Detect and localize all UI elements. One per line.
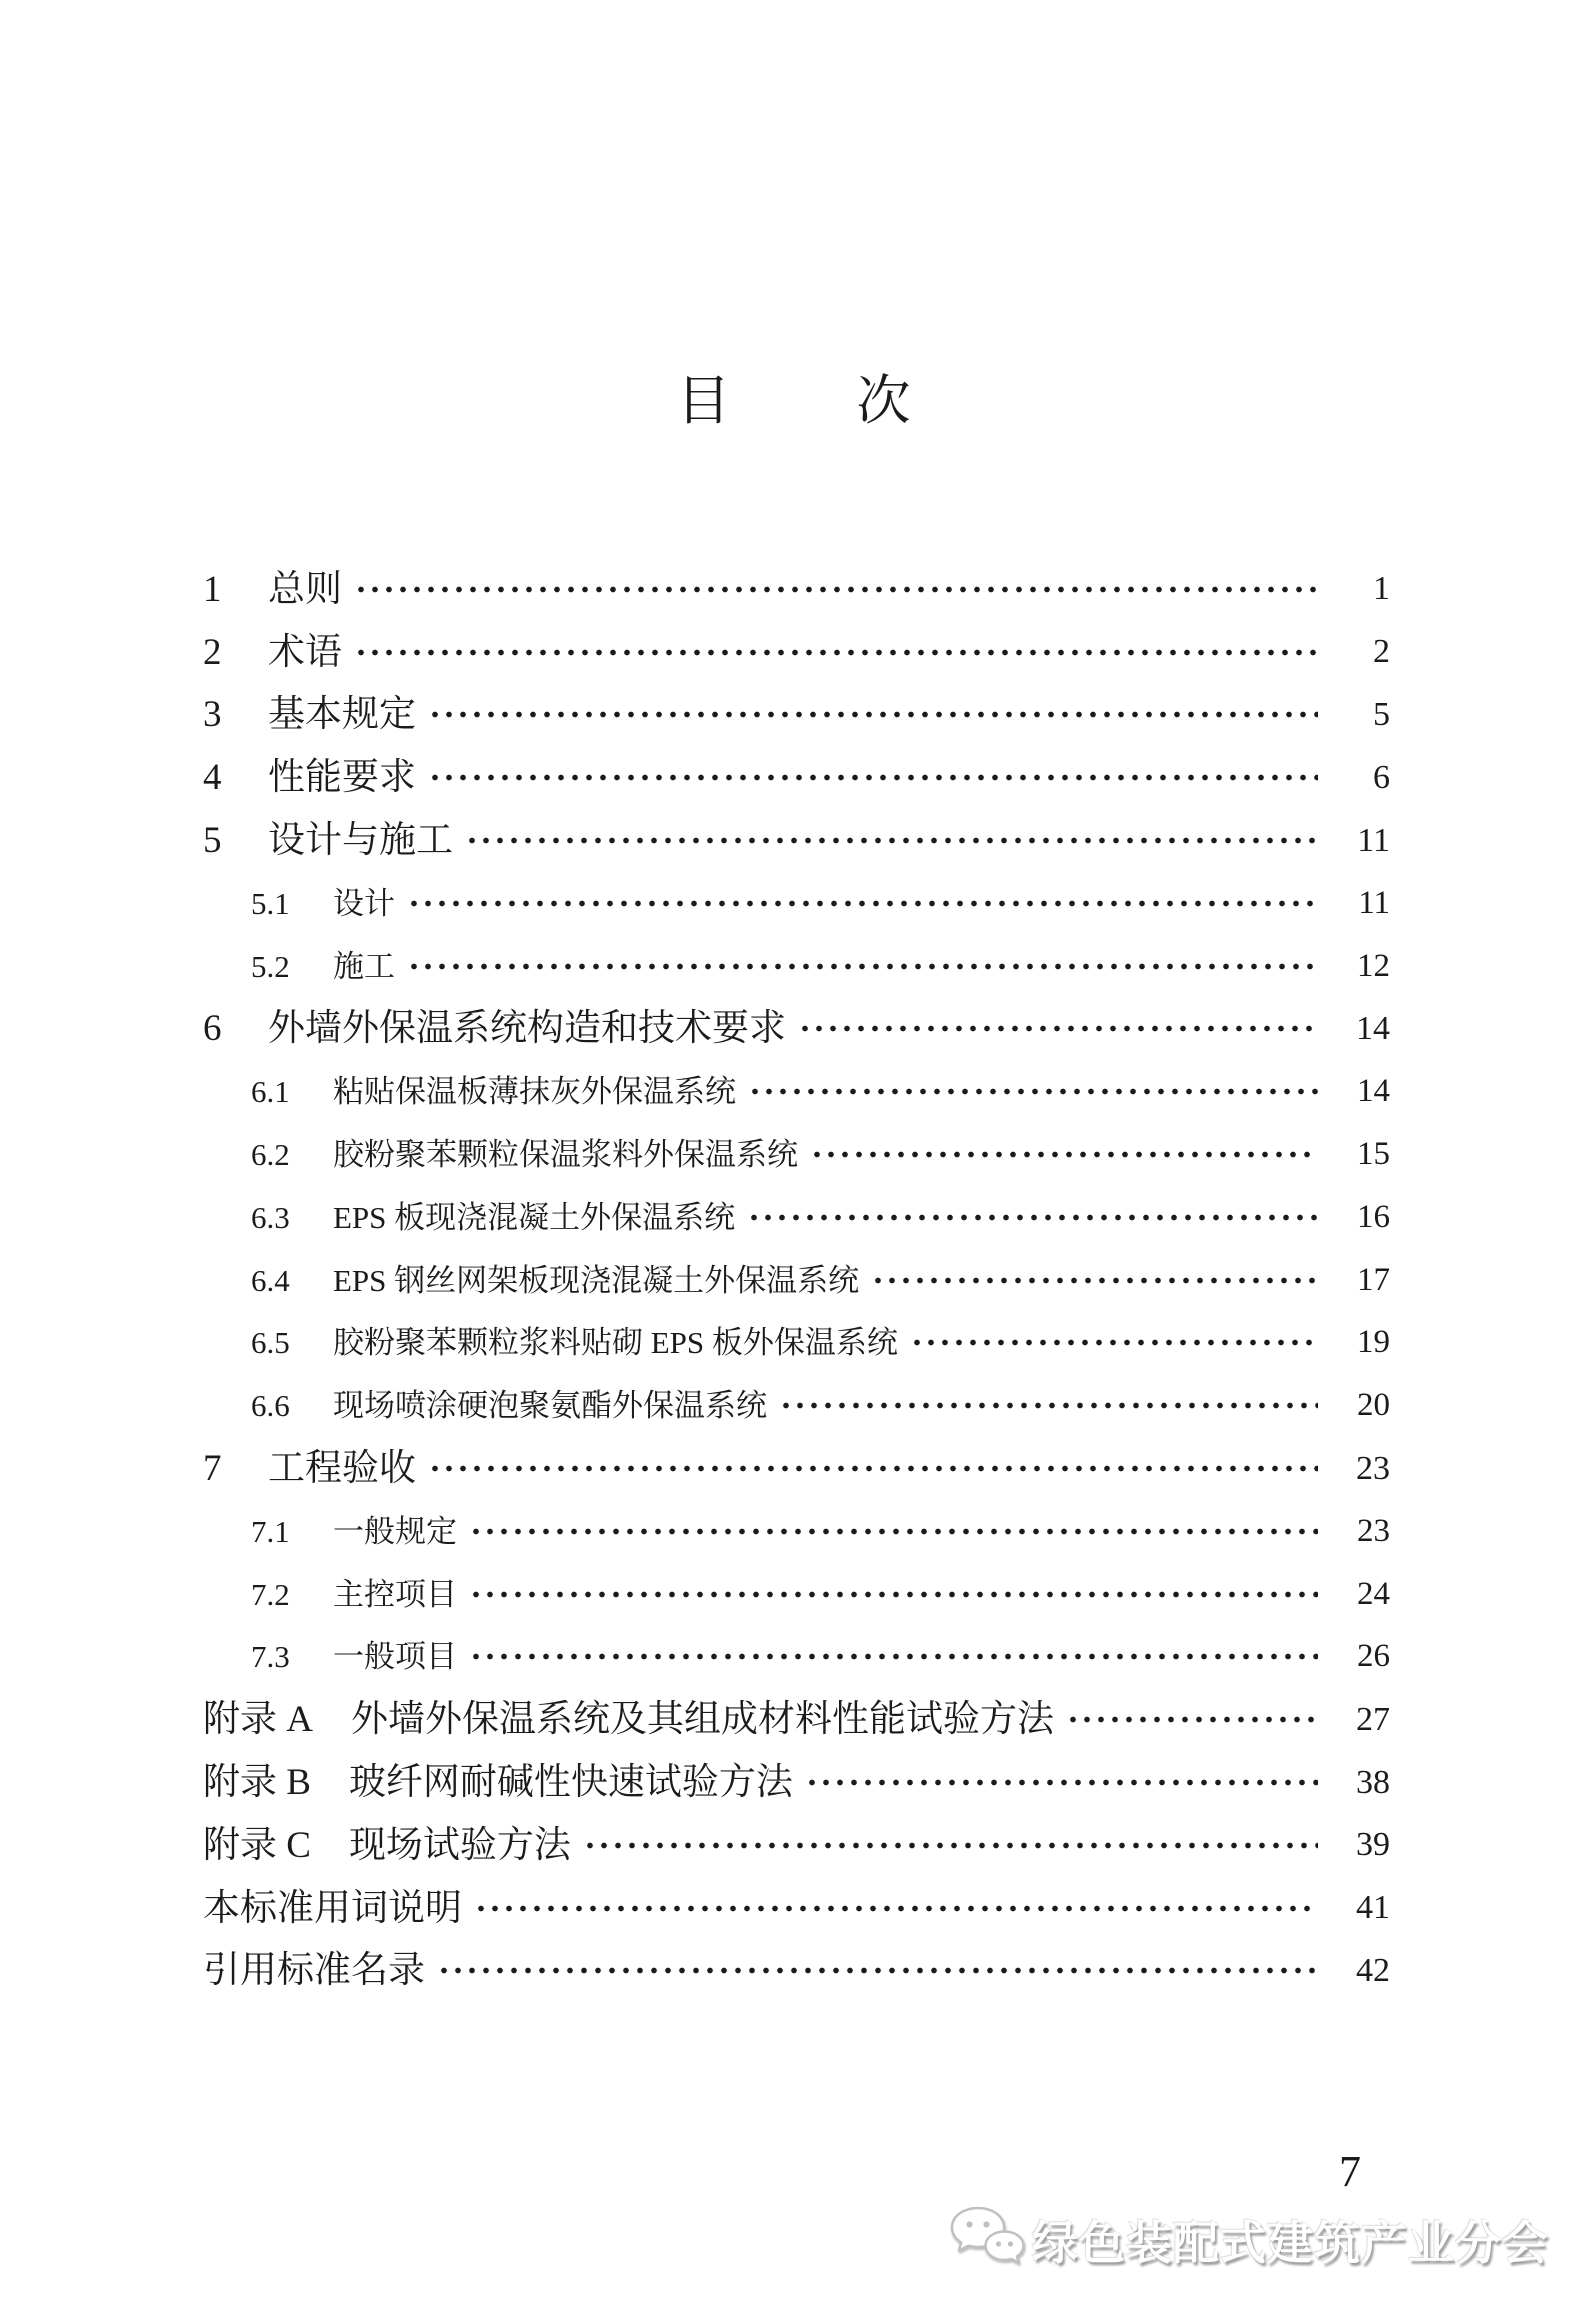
toc-entry-number: 附录 C <box>203 1824 311 1866</box>
toc-entry-page: 38 <box>1356 1763 1390 1801</box>
toc-entry-page: 14 <box>1356 1009 1390 1047</box>
dot-leader <box>748 1073 1318 1110</box>
dot-leader <box>428 696 1318 733</box>
toc-entry-label: 主控项目 <box>333 1576 457 1612</box>
dot-leader <box>407 948 1318 985</box>
toc-row <box>203 1312 1390 1375</box>
toc-entry-number: 6.2 <box>251 1137 290 1173</box>
toc-row <box>203 1751 1390 1814</box>
toc-entry-label: 设计与施工 <box>268 820 453 862</box>
toc-row <box>203 1877 1390 1940</box>
dot-leader <box>1066 1701 1318 1738</box>
toc-entry-label: 外墙外保温系统构造和技术要求 <box>268 1008 786 1050</box>
watermark-text: 绿色装配式建筑产业分会 <box>1032 2216 1549 2269</box>
footer-watermark <box>948 2204 1549 2275</box>
toc-row <box>203 935 1390 998</box>
toc-entry-label: 总则 <box>268 568 342 610</box>
page-title-char-2: 次 <box>856 371 911 431</box>
toc-row <box>203 1374 1390 1437</box>
toc-row <box>203 998 1390 1061</box>
toc-entry-number: 7.2 <box>251 1576 290 1612</box>
toc-row <box>203 1186 1390 1249</box>
toc-entry-label: 胶粉聚苯颗粒保温浆料外保温系统 <box>333 1137 798 1173</box>
toc-entry-label: 设计 <box>333 885 395 921</box>
dot-leader <box>465 822 1318 859</box>
toc-entry-label: 外墙外保温系统及其组成材料性能试验方法 <box>350 1699 1054 1741</box>
toc-entry-number: 附录 B <box>203 1762 311 1804</box>
wechat-bubbles-icon <box>948 2204 1026 2275</box>
toc-row <box>203 809 1390 872</box>
toc-entry-label: 一般规定 <box>333 1513 457 1549</box>
toc-row <box>203 1123 1390 1186</box>
dot-leader <box>810 1136 1318 1173</box>
toc-entry-number: 附录 A <box>203 1699 313 1741</box>
toc-entry-label: EPS 板现浇混凝土外保温系统 <box>333 1199 736 1235</box>
toc-entry-page: 19 <box>1357 1324 1390 1361</box>
dot-leader <box>583 1827 1318 1864</box>
toc-entry-label: 术语 <box>268 631 342 673</box>
dot-leader <box>798 1010 1318 1047</box>
toc-row <box>203 746 1390 809</box>
toc-entry-page: 11 <box>1357 821 1390 859</box>
toc-row <box>203 684 1390 747</box>
toc-entry-page: 23 <box>1357 1512 1390 1549</box>
toc-row <box>203 1688 1390 1751</box>
toc-entry-page: 5 <box>1373 695 1390 733</box>
dot-leader <box>428 1450 1318 1487</box>
dot-leader <box>428 759 1318 796</box>
toc-entry-label: 工程验收 <box>268 1448 416 1490</box>
toc-entry-label: 施工 <box>333 948 395 984</box>
toc-entry-page: 24 <box>1357 1575 1390 1612</box>
dot-leader <box>910 1324 1318 1361</box>
dot-leader <box>779 1387 1318 1424</box>
toc-entry-number: 6.1 <box>251 1074 290 1110</box>
dot-leader <box>871 1262 1318 1299</box>
toc-entry-label: 性能要求 <box>268 757 416 799</box>
dot-leader <box>474 1890 1318 1927</box>
toc-entry-label: 基本规定 <box>268 694 416 736</box>
toc-row <box>203 1249 1390 1312</box>
toc-entry-label: 引用标准名录 <box>203 1950 425 1992</box>
toc-entry-page: 6 <box>1373 758 1390 796</box>
dot-leader <box>354 634 1318 671</box>
toc-row <box>203 1940 1390 2003</box>
toc-entry-number: 1 <box>203 568 222 610</box>
dot-leader <box>437 1952 1318 1989</box>
toc-entry-page: 15 <box>1357 1136 1390 1173</box>
toc-entry-page: 26 <box>1357 1638 1390 1675</box>
toc-entry-page: 11 <box>1358 884 1390 921</box>
toc-entry-label: 本标准用词说明 <box>203 1887 462 1929</box>
toc-entry-number: 6 <box>203 1008 222 1050</box>
toc-entry-number: 4 <box>203 757 222 799</box>
toc-entry-label: 玻纤网耐碱性快速试验方法 <box>348 1762 793 1804</box>
dot-leader <box>805 1764 1318 1801</box>
toc-row <box>203 872 1390 935</box>
toc-entry-number: 3 <box>203 694 222 736</box>
toc-entry-label: 粘贴保温板薄抹灰外保温系统 <box>333 1074 736 1110</box>
toc-entry-number: 7 <box>203 1448 222 1490</box>
table-of-contents <box>203 558 1390 2002</box>
toc-entry-number: 6.4 <box>251 1262 290 1298</box>
toc-row <box>203 1563 1390 1626</box>
dot-leader <box>747 1199 1318 1236</box>
toc-entry-label: 一般项目 <box>333 1639 457 1675</box>
toc-entry-number: 7.1 <box>251 1513 290 1549</box>
dot-leader <box>469 1513 1318 1550</box>
toc-row <box>203 1437 1390 1500</box>
toc-entry-page: 20 <box>1357 1387 1390 1424</box>
toc-entry-page: 27 <box>1356 1700 1390 1738</box>
toc-entry-page: 23 <box>1356 1449 1390 1487</box>
toc-entry-number: 7.3 <box>251 1639 290 1675</box>
dot-leader <box>407 885 1318 922</box>
folio-page-number: 7 <box>1339 2147 1361 2196</box>
toc-entry-page: 41 <box>1356 1889 1390 1927</box>
toc-row <box>203 1626 1390 1689</box>
toc-entry-label: 胶粉聚苯颗粒浆料贴砌 EPS 板外保温系统 <box>333 1325 898 1361</box>
dot-leader <box>469 1638 1318 1675</box>
toc-entry-number: 5.2 <box>251 948 290 984</box>
toc-row <box>203 1500 1390 1563</box>
toc-entry-page: 17 <box>1357 1261 1390 1298</box>
dot-leader <box>354 571 1318 608</box>
toc-entry-page: 42 <box>1356 1951 1390 1989</box>
toc-entry-number: 5.1 <box>251 885 290 921</box>
toc-entry-label: 现场试验方法 <box>348 1824 571 1866</box>
toc-entry-page: 39 <box>1356 1826 1390 1864</box>
page-title-char-1: 目 <box>676 371 731 431</box>
toc-entry-page: 14 <box>1357 1073 1390 1110</box>
toc-entry-label: 现场喷涂硬泡聚氨酯外保温系统 <box>333 1388 767 1424</box>
toc-entry-number: 6.6 <box>251 1388 290 1424</box>
toc-row <box>203 1814 1390 1877</box>
toc-entry-number: 2 <box>203 631 222 673</box>
page-title <box>0 372 1587 431</box>
toc-entry-label: EPS 钢丝网架板现浇混凝土外保温系统 <box>333 1262 860 1298</box>
toc-entry-page: 16 <box>1357 1198 1390 1235</box>
toc-entry-page: 12 <box>1357 947 1390 984</box>
toc-entry-page: 2 <box>1373 633 1390 671</box>
toc-entry-number: 5 <box>203 820 222 862</box>
toc-entry-number: 6.5 <box>251 1325 290 1361</box>
toc-entry-page: 1 <box>1373 570 1390 608</box>
toc-row <box>203 1060 1390 1123</box>
toc-row <box>203 558 1390 621</box>
toc-row <box>203 621 1390 684</box>
dot-leader <box>469 1576 1318 1613</box>
toc-entry-number: 6.3 <box>251 1199 290 1235</box>
